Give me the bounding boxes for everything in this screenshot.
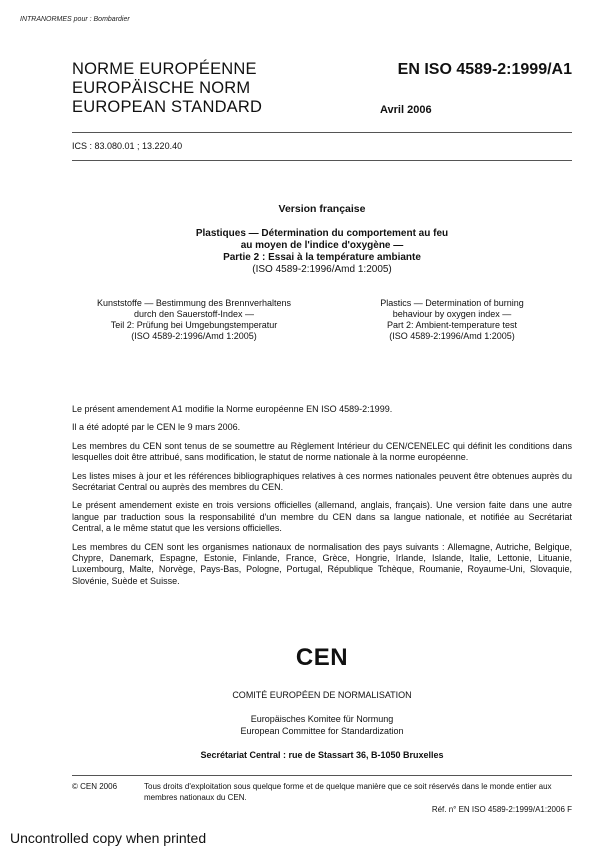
paragraph: Les membres du CEN sont les organismes nationaux de normalisation des pays suivants : Allemagne, Autriche, Belgique, Chypre, Danemark, Espagne, Estonie, Finlande, France, Grèce, Hongrie, Irlande, Islande, Italie, Lettonie, Lituanie, Luxembourg, Malte, Norvège, Pays-Bas, Pologne, Portugal, République Tchèque, Roumanie, Royaume-Uni, Slovaquie, Slovénie, Suède et Suisse. [72,541,572,586]
title-english: EUROPEAN STANDARD [72,98,263,116]
secretariat-address: Secrétariat Central : rue de Stassart 36, B-1050 Bruxelles [200,750,444,760]
english-title-line: (ISO 4589-2:1996/Amd 1:2005) [389,331,515,341]
uncontrolled-copy-stamp: Uncontrolled copy when printed [10,830,207,846]
copyright: © CEN 2006 [72,782,118,791]
german-title-line: Kunststoffe — Bestimmung des Brennverhaltens [97,298,291,308]
publication-date: Avril 2006 [380,104,432,116]
main-title-line: Partie 2 : Essai à la température ambiante [223,252,421,263]
footer-divider [72,775,572,776]
cen-logo: CEN [295,644,349,671]
paragraph: Les listes mises à jour et les références bibliographiques relatives à ces normes nationales peuvent être obtenues auprès du Secrétariat Central ou auprès des membres du CEN. [72,470,572,493]
title-german: EUROPÄISCHE NORM [72,79,251,97]
committee-names [72,714,572,737]
english-title-line: behaviour by oxygen index — [392,309,512,319]
english-title-line: Plastics — Determination of burning [380,298,524,308]
english-title-line: Part 2: Ambient-temperature test [386,320,518,330]
committee-name-english: European Committee for Standardization [240,725,404,736]
main-title [72,228,572,276]
german-title-line: durch den Sauerstoff-Index — [134,309,254,319]
paragraph: Il a été adopté par le CEN le 9 mars 2006. [72,422,241,433]
title-french: NORME EUROPÉENNE [72,60,257,78]
german-title [72,298,316,342]
english-title [330,298,574,342]
main-title-line: Plastiques — Détermination du comportement au feu [195,228,449,239]
ics-codes: ICS : 83.080.01 ; 13.220.40 [72,141,183,151]
header-note: INTRANORMES pour : Bombardier [20,16,130,23]
reference-number: Réf. n° EN ISO 4589-2:1999/A1:2006 F [431,805,572,814]
standard-number: EN ISO 4589-2:1999/A1 [397,61,572,78]
version-label: Version française [278,203,366,215]
paragraph: Le présent amendement A1 modifie la Norme européenne EN ISO 4589-2:1999. [72,404,393,414]
ics-divider [72,160,572,161]
top-divider [72,132,572,133]
paragraph: Le présent amendement existe en trois versions officielles (allemand, anglais, français). Une version faite dans une autre langue par traduction sous la responsabilité d'un membre du CEN dans sa langue nationale, et notifiée au Secrétariat Central, a le même statut que les versions officielles. [72,500,572,534]
body-text [72,404,572,594]
rights-statement: Tous droits d'exploitation sous quelque forme et de quelque manière que ce soit réservés dans le monde entier aux membres nationaux du CEN. [144,782,552,802]
committee-name-french: COMITÉ EUROPÉEN DE NORMALISATION [232,690,412,700]
standard-titles [72,60,262,117]
german-title-line: (ISO 4589-2:1996/Amd 1:2005) [131,331,257,341]
main-title-line: au moyen de l'indice d'oxygène — [240,240,404,251]
paragraph: Les membres du CEN sont tenus de se soumettre au Règlement Intérieur du CEN/CENELEC qui définit les conditions dans lesquelles doit être attribué, sans modification, le statut de norme nationale à la norme européenne. [72,440,572,463]
german-title-line: Teil 2: Prüfung bei Umgebungstemperatur [110,320,278,330]
main-title-reference: (ISO 4589-2:1996/Amd 1:2005) [252,264,392,275]
committee-name-german: Europäisches Komitee für Normung [250,714,394,724]
